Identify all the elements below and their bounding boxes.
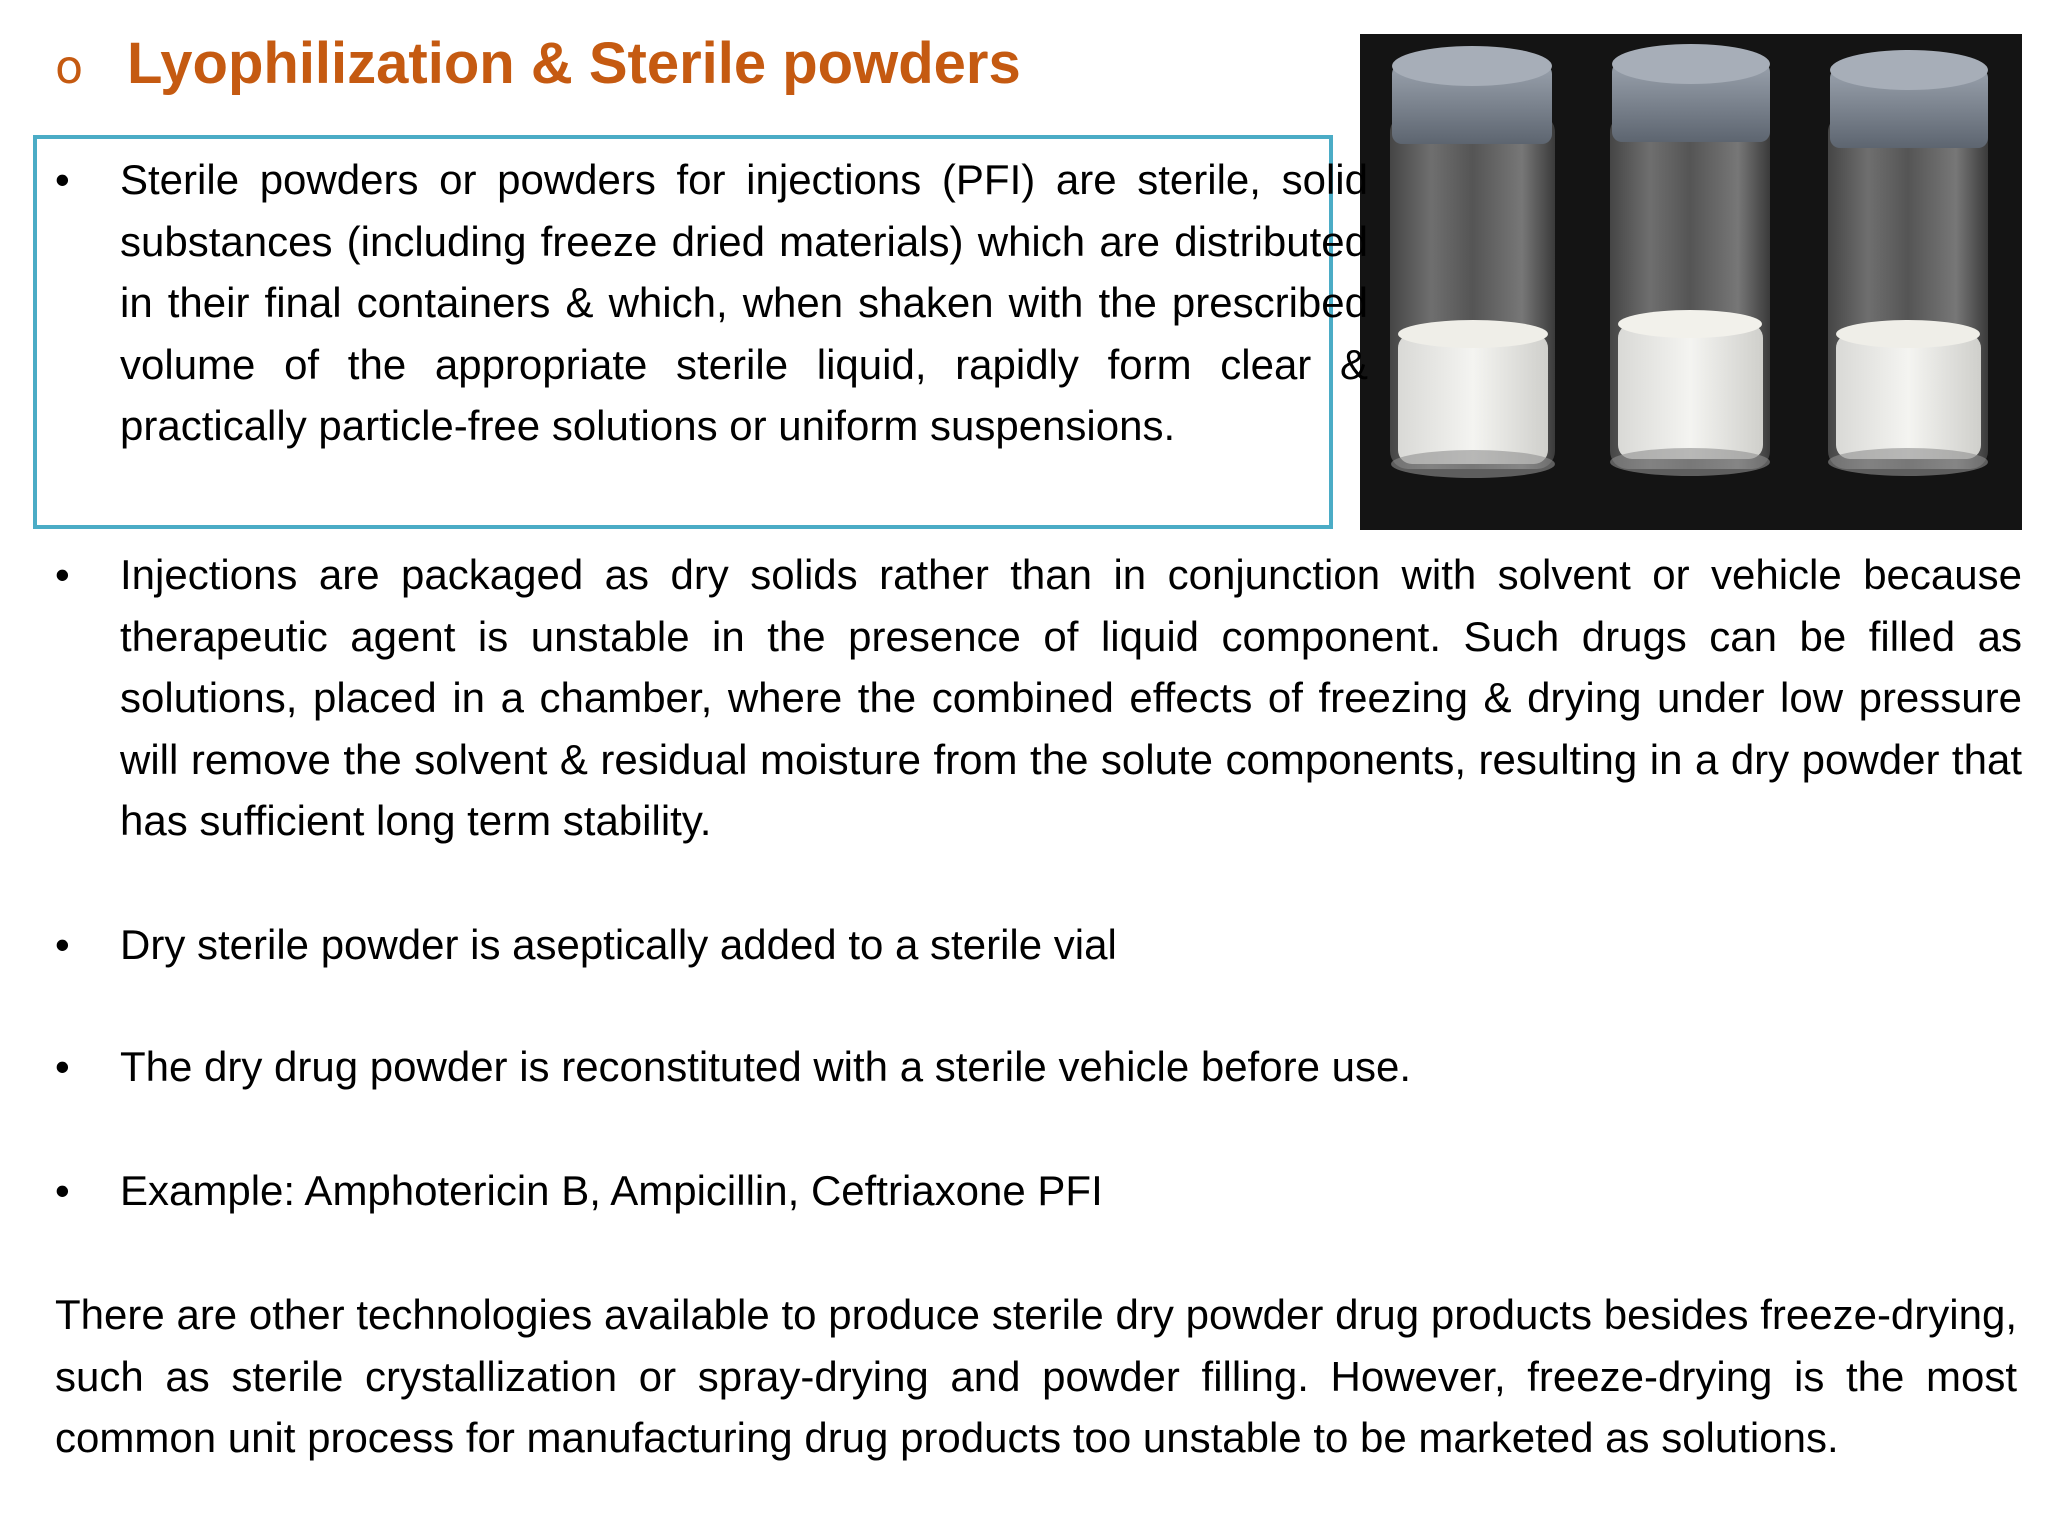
closing-paragraph: There are other technologies available to produce sterile dry powder drug products besides freeze-drying, such as sterile crystallization or spray-drying and powder filling. However, freeze-drying is the most common unit process for manufacturing drug products too unstable to be marketed as solutions. xyxy=(55,1291,2017,1461)
vials-photo xyxy=(1360,34,2022,530)
vial-1 xyxy=(1390,46,1555,478)
bullet-icon: • xyxy=(55,156,70,203)
bullet-text: Dry sterile powder is aseptically added to a sterile vial xyxy=(120,921,1117,968)
bullet-text: The dry drug powder is reconstituted with a sterile vehicle before use. xyxy=(120,1043,1411,1090)
bullet-text: Example: Amphotericin B, Ampicillin, Ceftriaxone PFI xyxy=(120,1167,1103,1214)
bullet-icon: • xyxy=(55,1043,70,1090)
bullet-text: Injections are packaged as dry solids rather than in conjunction with solvent or vehicle because therapeutic agent is unstable in the presence of liquid component. Such drugs can be filled as solutions, placed in a chamber, where the combined effects of freezing & drying under low pressure will remove the solvent & residual moisture from the solute components, resulting in a dry powder that has sufficient long term stability. xyxy=(120,551,2022,844)
bullet-icon: • xyxy=(55,551,70,598)
vial-2 xyxy=(1610,44,1770,476)
slide-title-row xyxy=(55,30,1021,97)
bullet-icon: • xyxy=(55,1167,70,1214)
circle-bullet-icon: o xyxy=(55,39,84,94)
bullet-text: Sterile powders or powders for injections (PFI) are sterile, solid substances (including freeze dried materials) which are distributed in their final containers & which, when shaken with the prescribed volume of the appropriate sterile liquid, rapidly form clear & practically particle-free solutions or uniform suspensions. xyxy=(120,156,1368,449)
vial-3 xyxy=(1828,50,1988,476)
slide-title: Lyophilization & Sterile powders xyxy=(127,31,1021,96)
bullet-icon: • xyxy=(55,921,70,968)
